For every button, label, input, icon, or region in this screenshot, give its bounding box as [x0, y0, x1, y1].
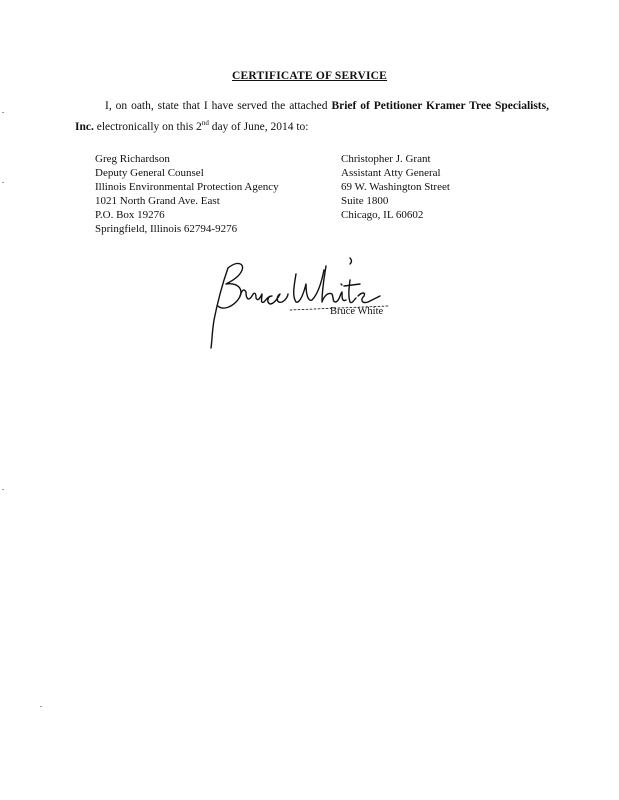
recipient-address-block: [95, 152, 279, 236]
certificate-title: CERTIFICATE OF SERVICE: [231, 70, 388, 82]
recipient-name: Greg Richardson: [95, 153, 170, 165]
signer-printed-name: Bruce White: [330, 306, 384, 317]
scan-mark: [2, 182, 4, 183]
certificate-statement: [75, 96, 549, 138]
scan-mark: [2, 112, 4, 113]
date-ordinal: nd: [201, 119, 209, 128]
recipient-street: 1021 North Grand Ave. East: [95, 195, 220, 207]
recipient-po-box: P.O. Box 19276: [95, 209, 165, 221]
brief-title: Brief of Petitioner Kramer Tree Specialists, Inc.: [75, 100, 549, 133]
scan-mark: [2, 489, 4, 490]
recipient-name: Christopher J. Grant: [341, 153, 431, 165]
statement-text-part2: electronically on this 2: [93, 121, 202, 133]
recipient-city: Chicago, IL 60602: [341, 209, 424, 221]
recipient-address-block: [341, 152, 450, 222]
scan-mark: [40, 706, 42, 707]
statement-text-part1: I, on oath, state that I have served the attached: [105, 100, 332, 112]
recipient-title: Assistant Atty General: [341, 167, 441, 179]
handwritten-signature: [200, 240, 400, 355]
recipient-organization: Illinois Environmental Protection Agency: [95, 181, 279, 193]
recipient-city: Springfield, Illinois 62794-9276: [95, 223, 238, 235]
statement-text-part3: day of June, 2014 to:: [208, 121, 309, 133]
recipient-title: Deputy General Counsel: [95, 167, 204, 179]
recipient-suite: Suite 1800: [341, 195, 389, 207]
recipient-street: 69 W. Washington Street: [341, 181, 450, 193]
